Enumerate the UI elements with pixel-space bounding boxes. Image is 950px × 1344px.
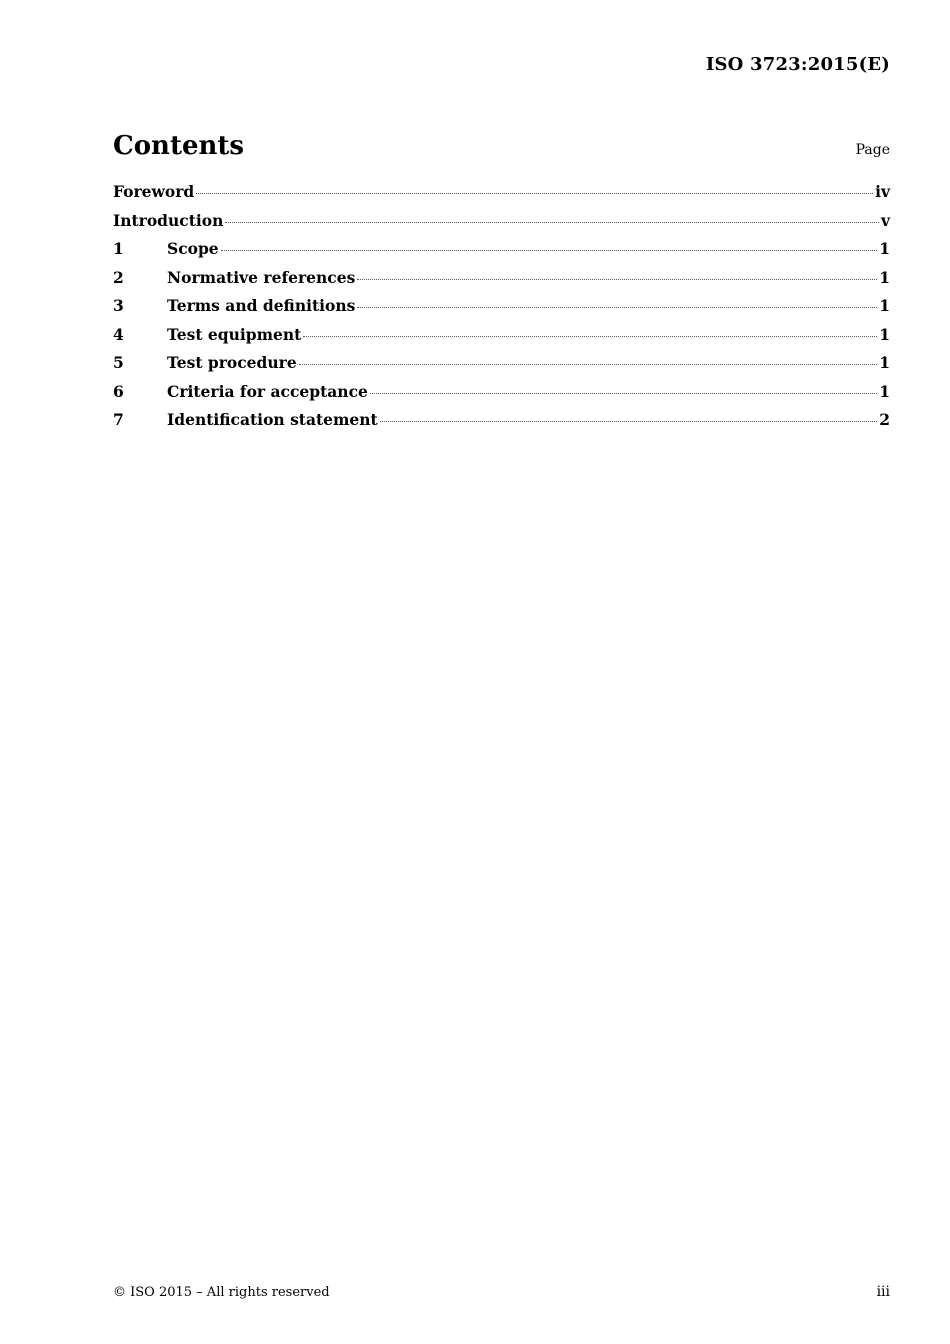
toc-entry-identification-statement[interactable] (113, 410, 890, 439)
toc-entry-title: Introduction (113, 210, 224, 230)
page-column-label: Page (855, 142, 890, 158)
document-id: ISO 3723:2015(E) (705, 54, 890, 75)
toc-entry-title: Criteria for acceptance (167, 381, 368, 401)
toc-entry-page: 1 (879, 239, 890, 258)
toc-dot-leader (380, 421, 877, 422)
toc-entry-page: v (880, 210, 890, 230)
toc-entry-title: Terms and definitions (167, 296, 356, 315)
toc-entry-foreword[interactable] (113, 182, 890, 211)
toc-entry-number: 2 (113, 267, 124, 287)
toc-entry-title: Identification statement (167, 410, 378, 429)
toc-entry-title: Foreword (113, 182, 195, 201)
toc-entry-page: 2 (879, 410, 890, 429)
toc-dot-leader (299, 364, 878, 365)
toc-entry-title: Test procedure (167, 353, 297, 372)
toc-entry-number: 5 (113, 353, 124, 372)
toc-entry-page: 1 (879, 324, 890, 344)
toc-entry-introduction[interactable] (113, 211, 890, 240)
toc-dot-leader (303, 336, 877, 337)
toc-entry-number: 1 (113, 239, 124, 258)
toc-entry-normative-references[interactable] (113, 268, 890, 297)
toc-entry-page: iv (875, 182, 890, 201)
toc-entry-number: 4 (113, 324, 124, 344)
toc-entry-title: Normative references (167, 267, 356, 287)
toc-entry-page: 1 (879, 296, 890, 315)
table-of-contents (113, 182, 890, 439)
toc-entry-page: 1 (879, 381, 890, 401)
toc-entry-test-procedure[interactable] (113, 353, 890, 382)
toc-entry-number: 3 (113, 296, 124, 315)
toc-entry-title: Test equipment (167, 324, 302, 344)
toc-entry-page: 1 (879, 353, 890, 372)
toc-dot-leader (357, 307, 877, 308)
contents-heading: Contents (113, 131, 245, 161)
toc-entry-number: 6 (113, 381, 124, 401)
footer-page-number: iii (876, 1284, 890, 1300)
toc-dot-leader (221, 250, 878, 251)
toc-entry-page: 1 (879, 267, 890, 287)
toc-dot-leader (196, 193, 873, 194)
toc-dot-leader (225, 222, 879, 223)
toc-entry-test-equipment[interactable] (113, 325, 890, 354)
toc-dot-leader (357, 279, 877, 280)
toc-entry-terms-and-definitions[interactable] (113, 296, 890, 325)
toc-entry-criteria-for-acceptance[interactable] (113, 382, 890, 411)
toc-entry-title: Scope (167, 239, 219, 258)
toc-entry-number: 7 (113, 410, 124, 429)
toc-dot-leader (370, 393, 877, 394)
toc-entry-scope[interactable] (113, 239, 890, 268)
footer-copyright: © ISO 2015 – All rights reserved (113, 1285, 330, 1300)
